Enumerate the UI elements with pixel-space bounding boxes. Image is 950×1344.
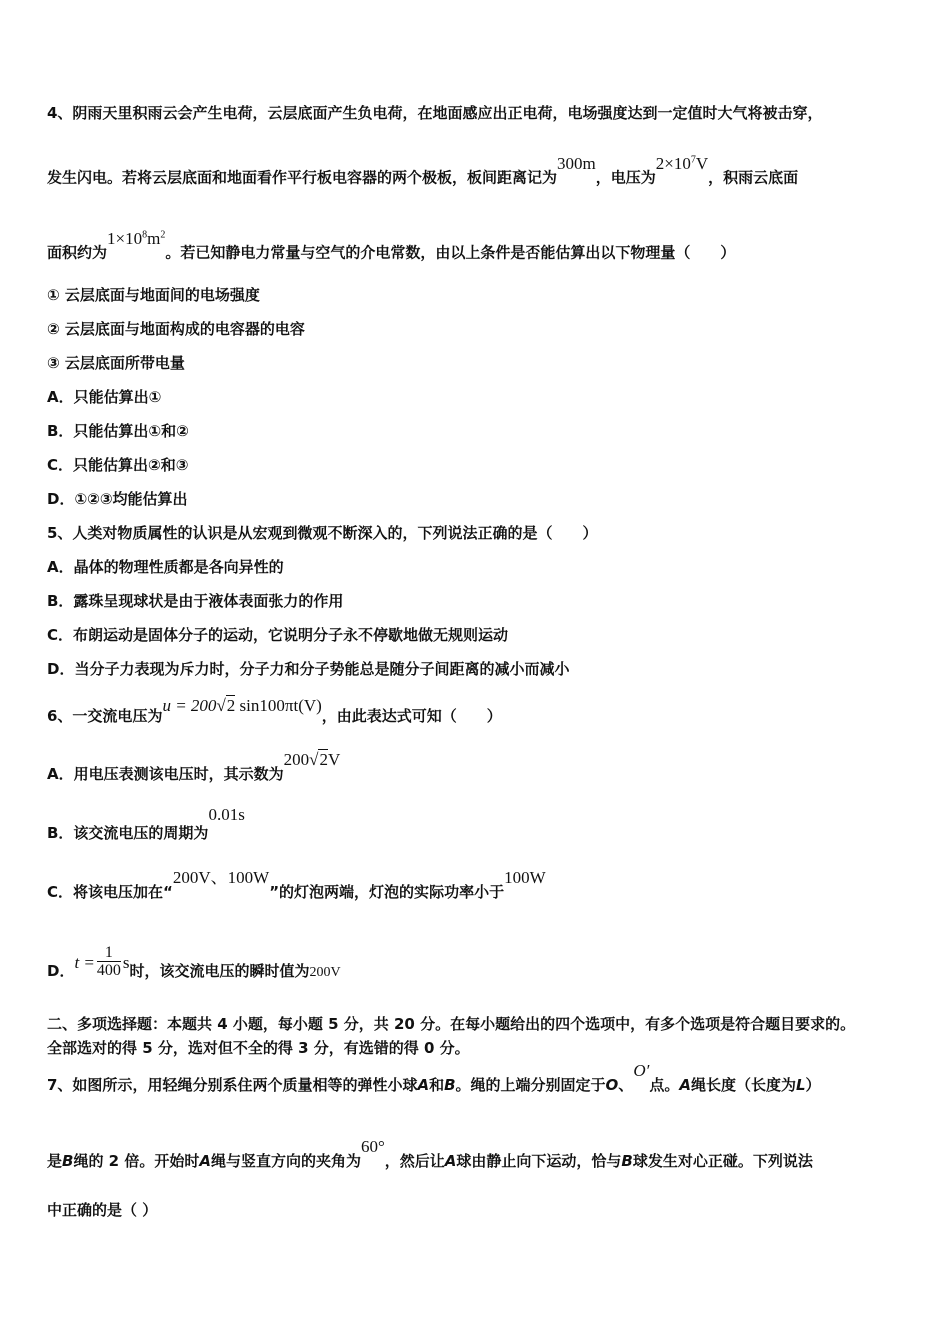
q6-option-c-text: C．将该电压加在“ bbox=[47, 883, 173, 901]
q6-option-d-value: 200V bbox=[309, 965, 341, 980]
q5-option-c[interactable]: C．布朗运动是固体分子的运动，它说明分子永不停歇地做无规则运动 bbox=[47, 626, 509, 644]
q4-text: ，电压为 bbox=[595, 168, 656, 187]
q6-text: 6、一交流电压为 bbox=[47, 707, 163, 725]
q6-option-d-text: D． bbox=[47, 962, 75, 980]
q4-option-a[interactable]: A．只能估算出① bbox=[47, 388, 162, 406]
q4-voltage: $2\times 10^7V$ bbox=[655, 153, 709, 173]
q4-item-1: ① 云层底面与地面间的电场强度 bbox=[47, 286, 260, 304]
q6-formula: u = 200√2 sin100πt(V) bbox=[162, 696, 322, 715]
q7-stem-line2: 是B绳的 2 倍。开始时A绳与竖直方向的夹角为60°，然后让A球由静止向下运动，恰与B球发生对心正碰。下列说法 bbox=[47, 1137, 813, 1170]
q6-option-d[interactable] bbox=[47, 944, 910, 989]
q4-option-b[interactable]: B．只能估算出①和② bbox=[47, 422, 189, 440]
q6-text: ，由此表达式可知（ ） bbox=[321, 707, 502, 725]
q7-stem-line1: 7、如图所示，用轻绳分别系住两个质量相等的弹性小球A和B。绳的上端分别固定于O、O′点。A绳长度（长度为L） bbox=[47, 1061, 821, 1094]
q6-option-d-fraction: $\frac{1}{400}$ bbox=[96, 944, 121, 979]
q6-option-c[interactable] bbox=[47, 868, 910, 902]
q6-stem bbox=[47, 696, 910, 726]
q5-option-a[interactable]: A．晶体的物理性质都是各向异性的 bbox=[47, 558, 284, 576]
q7-stem-line3: 中正确的是（ ） bbox=[47, 1201, 158, 1219]
q4-text: 发生闪电。若将云层底面和地面看作平行板电容器的两个极板，板间距离记为 bbox=[47, 168, 558, 187]
q4-option-c[interactable]: C．只能估算出②和③ bbox=[47, 456, 189, 474]
q6-option-d-text: 时，该交流电压的瞬时值为 bbox=[129, 962, 310, 980]
q6-option-d-s: s bbox=[122, 953, 130, 972]
q4-stem-line2 bbox=[47, 153, 910, 188]
q6-option-c-text: ”的灯泡两端，灯泡的实际功率小于 bbox=[269, 883, 505, 901]
q4-area: $1\times 10^8m^2$ bbox=[107, 228, 166, 248]
q4-item-2: ② 云层底面与地面构成的电容器的电容 bbox=[47, 320, 305, 338]
q6-option-d-t: t = bbox=[74, 953, 95, 972]
q4-option-d[interactable]: D．①②③均能估算出 bbox=[47, 490, 188, 508]
q4-text: 面积约为 bbox=[47, 243, 108, 262]
q6-option-b[interactable] bbox=[47, 805, 910, 843]
q4-stem-line1: 4、阴雨天里积雨云会产生电荷，云层底面产生负电荷，在地面感应出正电荷，电场强度达到一定值时大气将被击穿， bbox=[47, 104, 823, 122]
q6-option-b-value: 0.01s bbox=[208, 805, 245, 824]
q5-stem: 5、人类对物质属性的认识是从宏观到微观不断深入的，下列说法正确的是（ ） bbox=[47, 524, 598, 542]
q4-item-3: ③ 云层底面所带电量 bbox=[47, 354, 185, 372]
q6-option-c-rating: 200V、100W bbox=[172, 868, 270, 887]
q4-distance: 300m bbox=[557, 153, 596, 173]
section2-heading-line2: 全部选对的得 5 分，选对但不全的得 3 分，有选错的得 0 分。 bbox=[47, 1039, 470, 1057]
q4-stem-line3 bbox=[47, 228, 910, 263]
q5-option-d[interactable]: D．当分子力表现为斥力时，分子力和分子势能总是随分子间距离的减小而减小 bbox=[47, 660, 570, 678]
q6-option-a-text: A．用电压表测该电压时，其示数为 bbox=[47, 765, 284, 783]
q6-option-a[interactable] bbox=[47, 750, 910, 784]
q6-option-b-text: B．该交流电压的周期为 bbox=[47, 824, 209, 842]
q6-option-c-value: 100W bbox=[504, 868, 546, 887]
q4-text: 。若已知静电力常量与空气的介电常数，由以上条件是否能估算出以下物理量（ ） bbox=[165, 243, 736, 262]
section2-heading-line1: 二、多项选择题：本题共 4 小题，每小题 5 分，共 20 分。在每小题给出的四个选项中，有多个选项是符合题目要求的。 bbox=[47, 1015, 856, 1033]
q6-option-a-value: 200√2V bbox=[283, 750, 341, 769]
q4-text: ，积雨云底面 bbox=[708, 168, 799, 187]
q7-angle: 60° bbox=[360, 1137, 385, 1156]
q5-option-b[interactable]: B．露珠呈现球状是由于液体表面张力的作用 bbox=[47, 592, 344, 610]
